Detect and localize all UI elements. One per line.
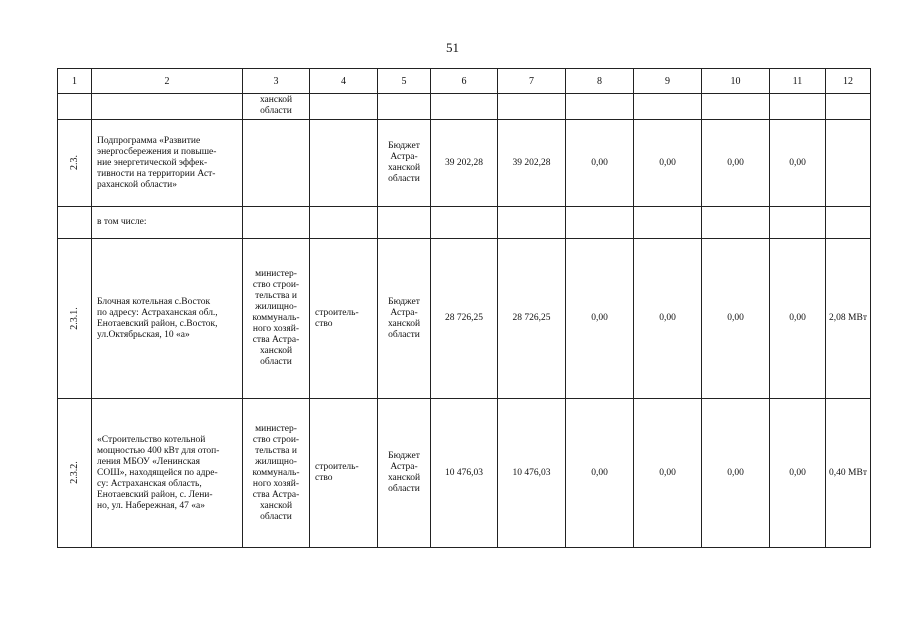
value-cell: 39 202,28	[498, 120, 566, 207]
value-cell	[826, 120, 871, 207]
executor-cell: министер- ство строи- тельства и жилищно- коммуналь- ного хозяй- ства Астра- ханской области	[243, 399, 310, 548]
value-cell: 0,00	[634, 120, 702, 207]
program-table	[57, 68, 871, 548]
table-row	[58, 207, 871, 239]
value-cell: 0,00	[770, 239, 826, 399]
value-cell: 0,00	[770, 399, 826, 548]
name-cell: Блочная котельная с.Восток по адресу: Астраханская обл., Енотаевский район, с.Восток, ул.Октябрьская, 10 «а»	[92, 239, 243, 399]
name-cell: в том числе:	[92, 207, 243, 239]
work-type-cell	[310, 120, 378, 207]
header-cell: 8	[566, 69, 634, 94]
code-cell	[58, 207, 92, 239]
executor-cell: министер- ство строи- тельства и жилищно- коммуналь- ного хозяй- ства Астра- ханской области	[243, 239, 310, 399]
work-type-cell: строитель- ство	[310, 399, 378, 548]
work-type-cell: строитель- ство	[310, 239, 378, 399]
value-cell: 10 476,03	[431, 399, 498, 548]
funding-cell: Бюджет Астра- ханской области	[378, 239, 431, 399]
header-cell: 4	[310, 69, 378, 94]
header-cell: 5	[378, 69, 431, 94]
page-number: 51	[446, 40, 459, 55]
funding-cell: Бюджет Астра- ханской области	[378, 120, 431, 207]
code-cell	[58, 239, 92, 399]
header-cell: 3	[243, 69, 310, 94]
value-cell: 10 476,03	[498, 399, 566, 548]
header-row	[58, 69, 871, 94]
executor-cell: ханской области	[243, 94, 310, 120]
header-cell: 6	[431, 69, 498, 94]
value-cell: 0,00	[634, 239, 702, 399]
table-row	[58, 239, 871, 399]
header-cell: 10	[702, 69, 770, 94]
value-cell: 0,00	[702, 239, 770, 399]
row-code: 2.3.2.	[69, 461, 80, 484]
header-cell: 1	[58, 69, 92, 94]
value-cell: 0,00	[702, 399, 770, 548]
value-cell: 0,00	[770, 120, 826, 207]
value-cell: 39 202,28	[431, 120, 498, 207]
row-code: 2.3.	[69, 155, 80, 170]
value-cell: 0,00	[566, 120, 634, 207]
value-cell: 0,00	[566, 239, 634, 399]
value-cell: 0,40 МВт	[826, 399, 871, 548]
row-code: 2.3.1.	[69, 306, 80, 330]
name-cell: «Строительство котельной мощностью 400 кВт для отоп- ления МБОУ «Ленинская СОШ», находящейся по адре- су: Астраханская область, Енотаевский район, с. Лени- но, ул. Набережная, 47 «а»	[92, 399, 243, 548]
header-cell: 12	[826, 69, 871, 94]
code-cell	[58, 120, 92, 207]
header-cell: 9	[634, 69, 702, 94]
code-cell	[58, 399, 92, 548]
continuation-row	[58, 94, 871, 120]
table-row	[58, 399, 871, 548]
value-cell: 0,00	[702, 120, 770, 207]
header-cell: 11	[770, 69, 826, 94]
value-cell: 0,00	[634, 399, 702, 548]
table-row	[58, 120, 871, 207]
executor-cell	[243, 120, 310, 207]
value-cell: 28 726,25	[498, 239, 566, 399]
value-cell: 2,08 МВт	[826, 239, 871, 399]
header-cell: 2	[92, 69, 243, 94]
name-cell: Подпрограмма «Развитие энергосбережения и повыше- ние энергетической эффек- тивности на территории Аст- раханской области»	[92, 120, 243, 207]
value-cell: 28 726,25	[431, 239, 498, 399]
header-cell: 7	[498, 69, 566, 94]
value-cell: 0,00	[566, 399, 634, 548]
funding-cell: Бюджет Астра- ханской области	[378, 399, 431, 548]
